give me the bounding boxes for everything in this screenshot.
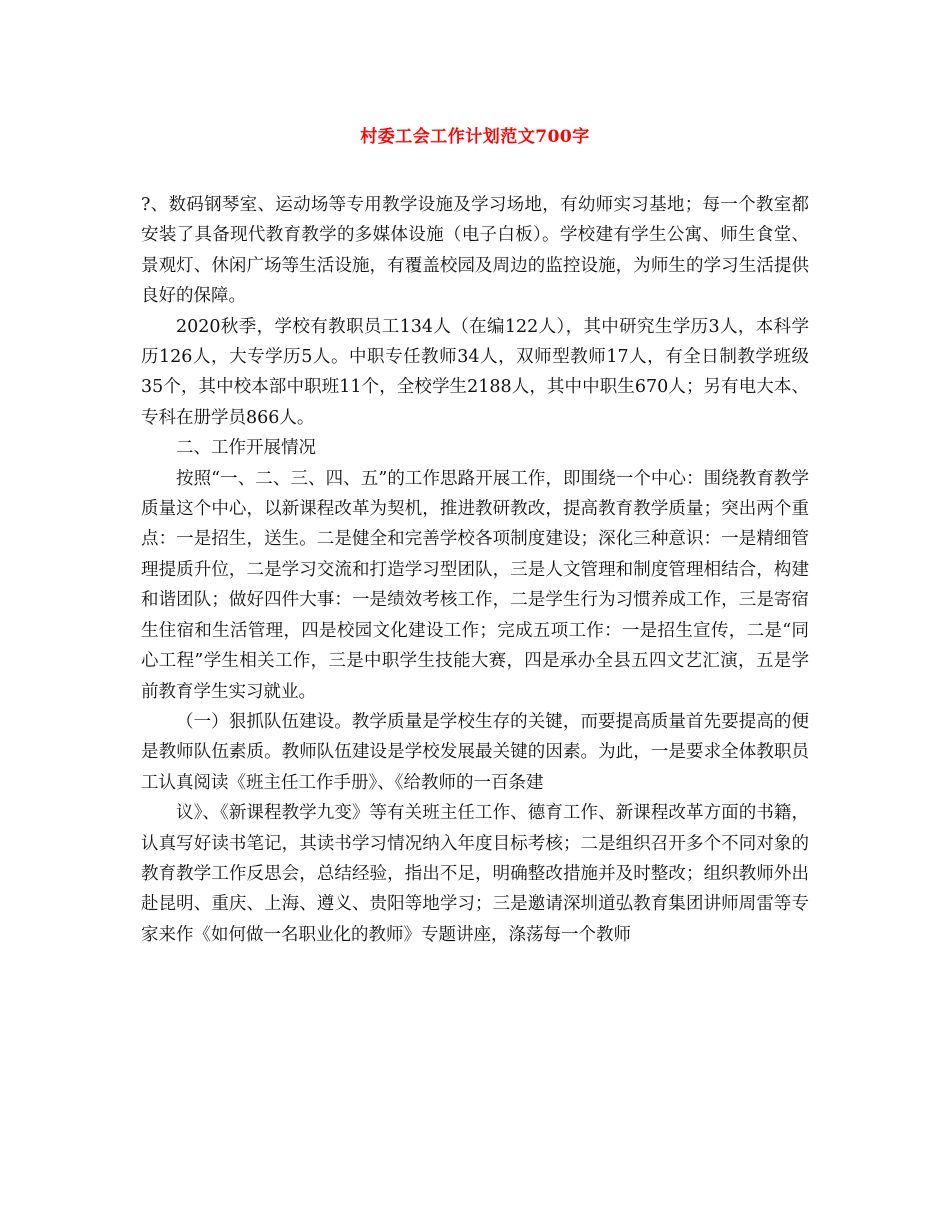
document-body [141, 190, 809, 950]
paragraph-work-approach: 按照“一、二、三、四、五”的工作思路开展工作，即围绕一个中心：围绕教育教学质量这个中心，以新课程改革为契机，推进教研教改，提高教育教学质量；突出两个重点：一是招生，送生。二是健全和完善学校各项制度建设；深化三种意识：一是精细管理提质升位，二是学习交流和打造学习型团队，三是人文管理和制度管理相结合，构建和谐团队；做好四件大事：一是绩效考核工作，二是学生行为习惯养成工作，三是寄宿生住宿和生活管理，四是校园文化建设工作；完成五项工作：一是招生宣传，二是“同心工程”学生相关工作，三是中职学生技能大赛，四是承办全县五四文艺汇演，五是学前教育学生实习就业。 [141, 468, 809, 702]
section-heading-work-progress: 二、工作开展情况 [176, 438, 316, 459]
paragraph-team-building-continued: 议》、《新课程教学九变》等有关班主任工作、德育工作、新课程改革方面的书籍，认真写好读书笔记，其读书学习情况纳入年度目标考核；二是组织召开多个不同对象的教育教学工作反思会，总结经验，指出不足，明确整改措施并及时整改；组织教师外出赴昆明、重庆、上海、遵义、贵阳等地学习；三是邀请深圳道弘教育集团讲师周雷等专家来作《如何做一名职业化的教师》专题讲座，涤荡每一个教师 [141, 803, 809, 945]
paragraph-team-building: （一）狠抓队伍建设。教学质量是学校生存的关键，而要提高质量首先要提高的便是教师队伍素质。教师队伍建设是学校发展最关键的因素。为此，一是要求全体教职员工认真阅读《班主任工作手册》、《给教师的一百条建 [141, 711, 809, 793]
paragraph-staff-statistics: 2020秋季，学校有教职员工134人（在编122人），其中研究生学历3人，本科学历126人，大专学历5人。中职专任教师34人，双师型教师17人，有全日制教学班级35个，其中校本部中职班11个，全校学生2188人，其中中职生670人；另有电大本、专科在册学员866人。 [141, 316, 809, 428]
document-title: 村委工会工作计划范文700字 [360, 127, 590, 147]
paragraph-facilities: ?、数码钢琴室、运动场等专用教学设施及学习场地，有幼师实习基地；每一个教室都安装了具备现代教育教学的多媒体设施（电子白板）。学校建有学生公寓、师生食堂、景观灯、休闲广场等生活设施，有覆盖校园及周边的监控设施，为师生的学习生活提供良好的保障。 [141, 195, 809, 307]
